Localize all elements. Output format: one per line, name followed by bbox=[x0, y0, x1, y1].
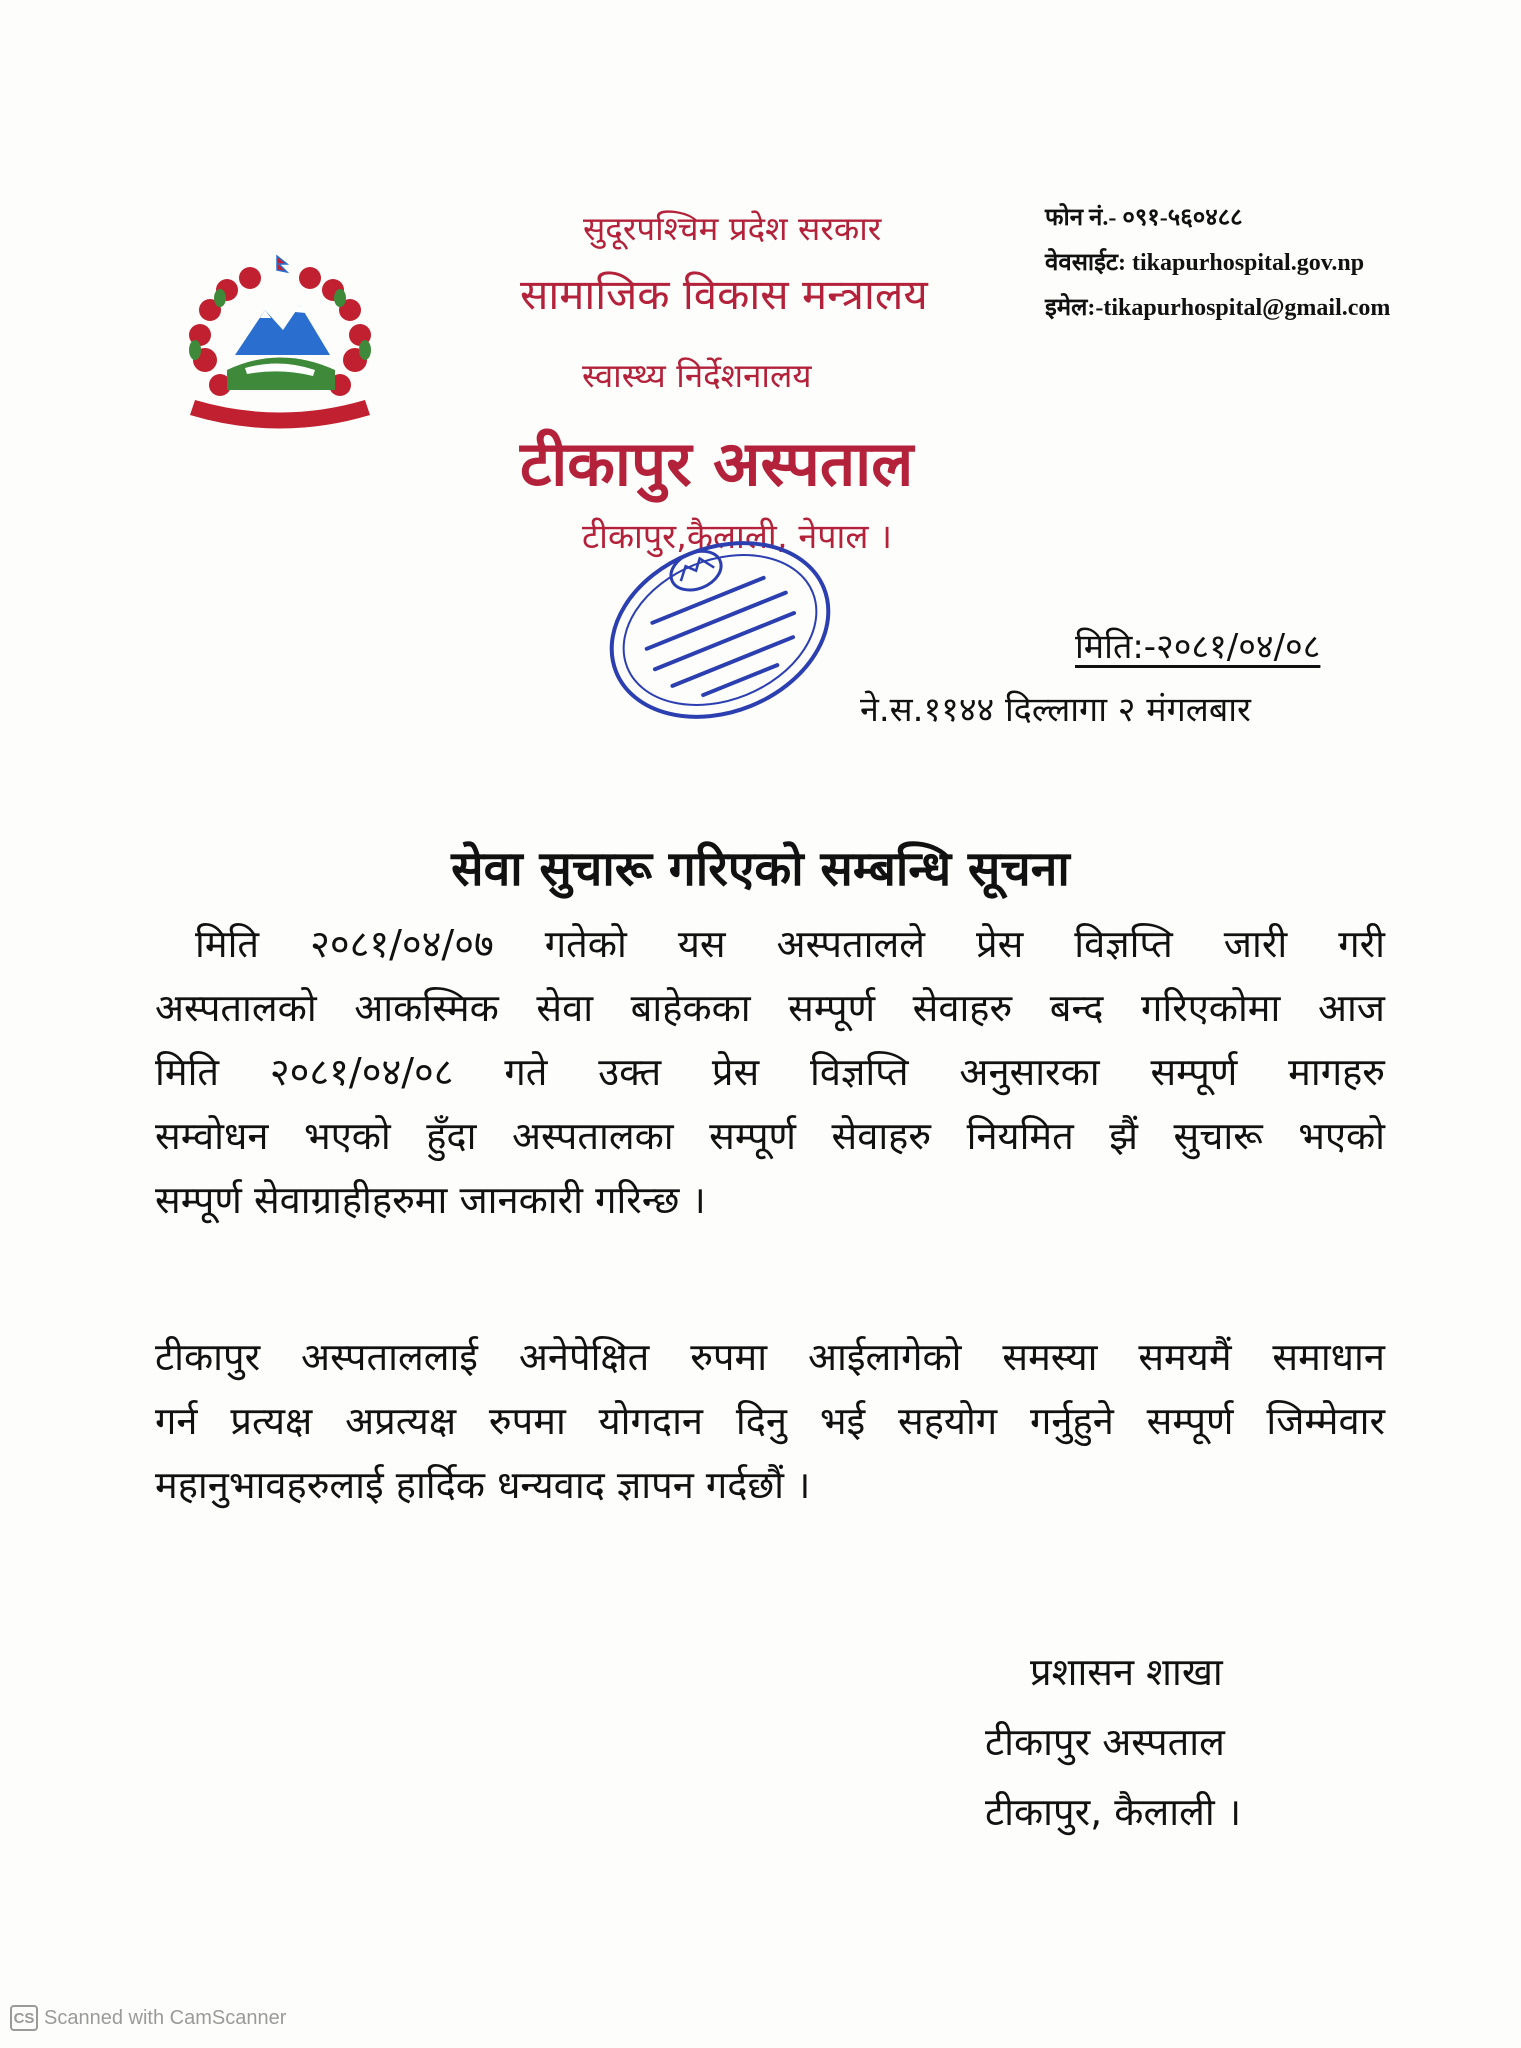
contact-website: वेवसाईट: tikapurhospital.gov.np bbox=[1045, 250, 1365, 276]
nepal-emblem-logo bbox=[165, 250, 395, 450]
contact-phone: फोन नं.- ०९१-५६०४८८ bbox=[1045, 205, 1243, 231]
official-stamp bbox=[600, 530, 840, 735]
paragraph-line: सम्वोधन भएको हुँदा अस्पतालका सम्पूर्ण सेवाहरु नियमित झैं सुचारू भएको bbox=[155, 1114, 1385, 1158]
notice-paragraph-1 bbox=[155, 912, 1385, 1232]
camscanner-icon: CS bbox=[10, 2005, 38, 2031]
hospital-name: टीकापुर अस्पताल bbox=[520, 427, 914, 500]
paragraph-line: अस्पतालको आकस्मिक सेवा बाहेकका सम्पूर्ण सेवाहरु बन्द गरिएकोमा आज bbox=[155, 986, 1385, 1030]
paragraph-line: मिति २०८१/०४/०८ गते उक्त प्रेस विज्ञप्ति अनुसारका सम्पूर्ण मागहरु bbox=[155, 1050, 1385, 1094]
notice-paragraph-2 bbox=[155, 1325, 1385, 1517]
signature-hospital: टीकापुर अस्पताल bbox=[985, 1720, 1225, 1764]
letter-date: मिति:-२०८१/०४/०८ bbox=[1075, 627, 1321, 667]
paragraph-line: महानुभावहरुलाई हार्दिक धन्यवाद ज्ञापन गर्दछौं । bbox=[155, 1463, 811, 1507]
nepal-sambat-date: ने.स.११४४ दिल्लागा २ मंगलबार bbox=[860, 690, 1251, 730]
signature-section: प्रशासन शाखा bbox=[1030, 1650, 1223, 1694]
ministry-name: सामाजिक विकास मन्त्रालय bbox=[520, 270, 928, 319]
paragraph-line: मिति २०८१/०४/०७ गतेको यस अस्पतालले प्रेस विज्ञप्ति जारी गरी bbox=[195, 922, 1385, 966]
hospital-address: टीकापुर,कैलाली, नेपाल । bbox=[582, 517, 893, 557]
paragraph-line: टीकापुर अस्पताललाई अनेपेक्षित रुपमा आईलागेको समस्या समयमैं समाधान bbox=[155, 1335, 1385, 1379]
contact-email: इमेल:-tikapurhospital@gmail.com bbox=[1045, 295, 1391, 321]
notice-title: सेवा सुचारू गरिएको सम्बन्धि सूचना bbox=[451, 841, 1070, 897]
directorate-name: स्वास्थ्य निर्देशनालय bbox=[582, 356, 812, 395]
paragraph-line: सम्पूर्ण सेवाग्राहीहरुमा जानकारी गरिन्छ । bbox=[155, 1178, 706, 1222]
signature-location: टीकापुर, कैलाली । bbox=[985, 1790, 1242, 1834]
camscanner-text: Scanned with CamScanner bbox=[44, 2006, 287, 2029]
government-name: सुदूरपश्चिम प्रदेश सरकार bbox=[583, 209, 882, 248]
paragraph-line: गर्न प्रत्यक्ष अप्रत्यक्ष रुपमा योगदान दिनु भई सहयोग गर्नुहुने सम्पूर्ण जिम्मेवार bbox=[155, 1399, 1385, 1443]
camscanner-watermark bbox=[10, 2005, 286, 2031]
